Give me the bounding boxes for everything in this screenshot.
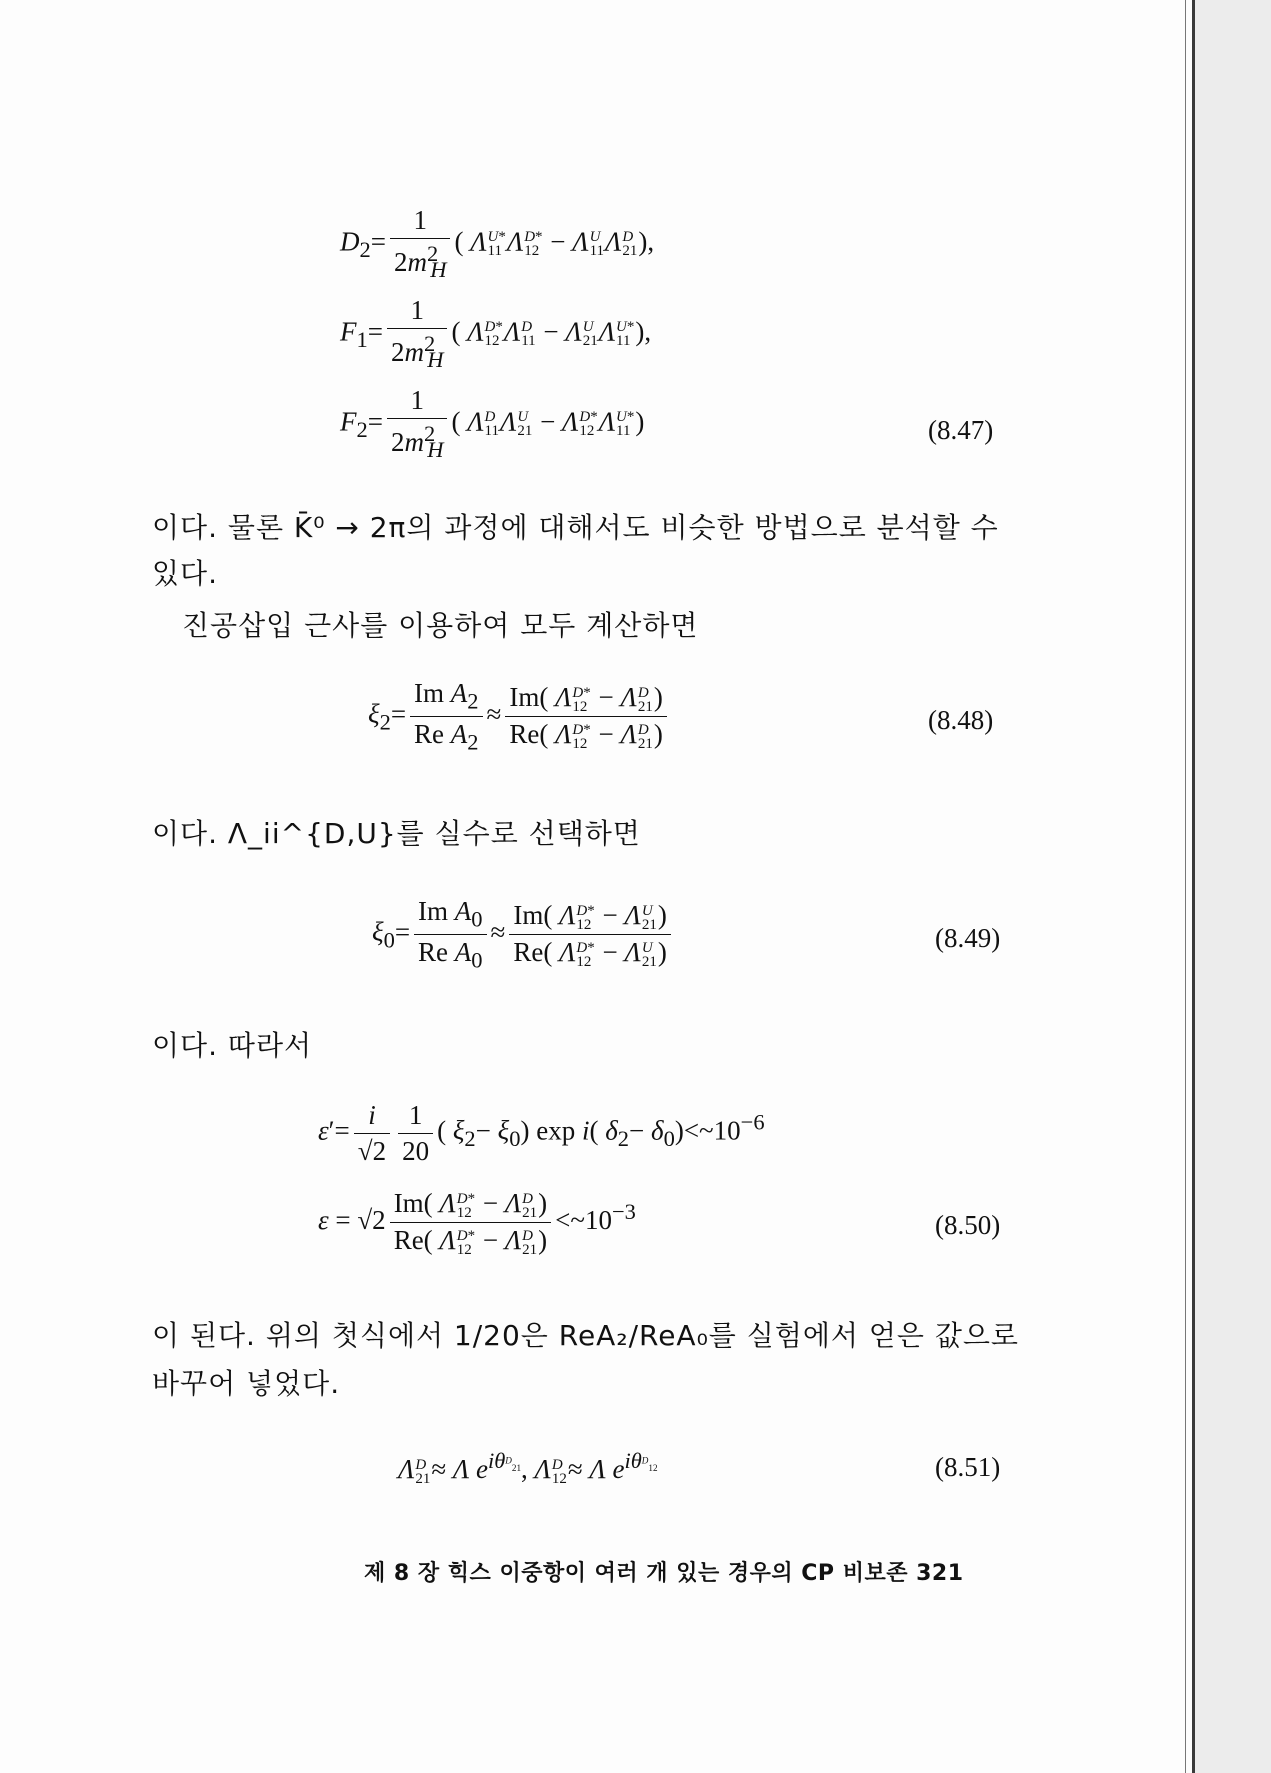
paragraph-text: 이다. 따라서 [152,1029,313,1062]
equation-number-8-51: (8.51) [935,1452,1001,1482]
paragraph-text: 진공삽입 근사를 이용하여 모두 계산하면 [182,609,699,642]
paragraph-text: 바꾸어 넣었다. [152,1367,341,1400]
equation-f2: $F_2=$ $\frac{1}{2m^2_H}$ ( Λ D 11 Λ U 21 − Λ D* 12 Λ U* 11 ) [340,385,645,463]
equation-number-8-49: (8.49) [935,923,1001,953]
equation-lambda-phases: Λ D 21 ≈ Λ $e^{i\theta^D_{21}}$, Λ D 12 ≈ Λ $e^{i\theta^D_{12}}$ [398,1448,658,1487]
paragraph-text: 이 된다. 위의 첫식에서 1/20은 ReA₂/ReA₀를 실험에서 얻은 값으로 [152,1319,1019,1352]
paragraph-text: 이다. Λ_ii^{D,U}를 실수로 선택하면 [152,817,641,850]
equation-f1: $F_1=$ $\frac{1}{2m^2_H}$ ( Λ D* 12 Λ D 11 − Λ U 21 Λ U* 11 ), [340,295,652,373]
paragraph-text: 있다. [152,557,218,590]
equation-number-8-48: (8.48) [928,705,994,735]
equation-epsilon: ε = √2 Im( Λ D* 12 − Λ D 21 ) Re( Λ D* 12 − Λ D 21 ) $<\sim 10^{-3}$ [318,1188,636,1258]
equation-xi0: $\xi_0=$ $\frac{Im A_0}{Re A_0}$ ≈ Im( Λ D* 12 − Λ U 21 ) Re( Λ D* 12 − Λ U 21 ) [372,896,675,974]
equation-xi2: $\xi_2=$ $\frac{Im A_2}{Re A_2}$ ≈ Im( Λ D* 12 − Λ D 21 ) Re( Λ D* 12 − Λ D 21 ) [368,678,671,756]
paragraph-text: 이다. 물론 K̄⁰ → 2π의 과정에 대해서도 비슷한 방법으로 분석할 수 [152,511,999,544]
equation-d2: $D_2=$ $\frac{1}{2m^2_H}$ ( Λ U* 11 Λ D* 12 − Λ U 11 Λ D 21 ), [340,205,655,283]
page-edge-rule [1185,0,1186,1773]
page-footer: 제 8 장 힉스 이중항이 여러 개 있는 경우의 CP 비보존 321 [364,1561,964,1586]
equation-epsilon-prime: ε′= $\frac{i}{√2}$ $\frac{1}{20}$ ( $\xi_2- \xi_0$) exp i( $\delta_2-$ $\delta_0)<\sim 10^{-6}$ [318,1100,765,1166]
equation-number-8-50: (8.50) [935,1210,1001,1240]
equation-number-8-47: (8.47) [928,415,994,445]
